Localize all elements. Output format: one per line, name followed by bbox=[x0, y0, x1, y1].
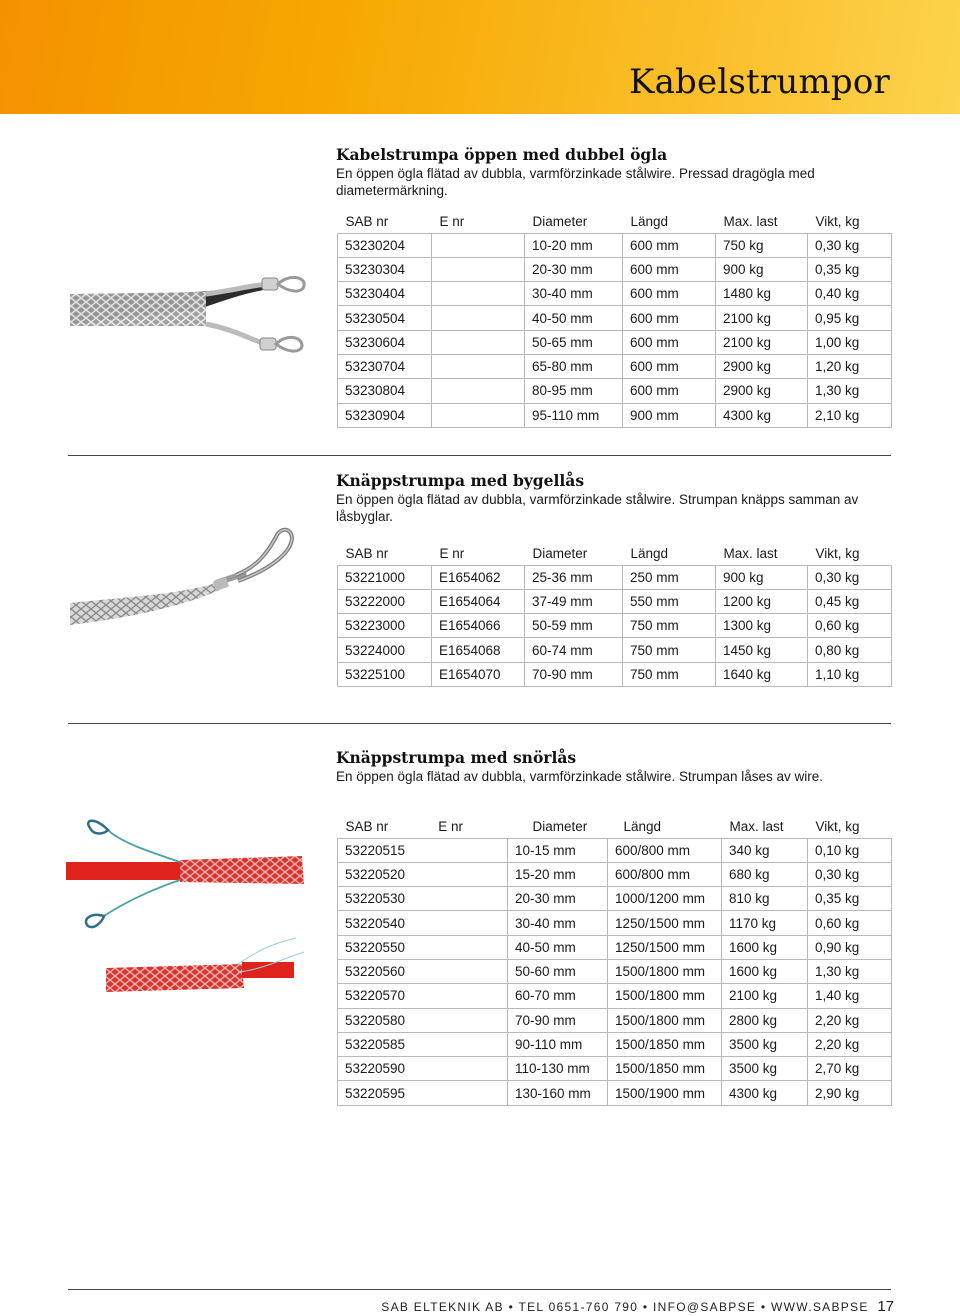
table-cell: E1654062 bbox=[432, 565, 525, 589]
table-cell: 2900 kg bbox=[716, 379, 808, 403]
table-cell: 680 kg bbox=[722, 862, 808, 886]
table-cell: 3500 kg bbox=[722, 1057, 808, 1081]
table-cell: 110-130 mm bbox=[508, 1057, 608, 1081]
column-header bbox=[338, 816, 508, 838]
table-cell: 53223000 bbox=[338, 614, 432, 638]
footer bbox=[381, 1298, 894, 1315]
table-cell: 1200 kg bbox=[716, 589, 808, 613]
table-cell: 53220530 bbox=[338, 887, 508, 911]
table-row bbox=[338, 911, 892, 935]
table-cell: 0,60 kg bbox=[808, 911, 892, 935]
table-cell: 2,70 kg bbox=[808, 1057, 892, 1081]
table-cell: E1654068 bbox=[432, 638, 525, 662]
table-cell: 130-160 mm bbox=[508, 1081, 608, 1105]
table-cell: 1500/1800 mm bbox=[608, 984, 722, 1008]
table-cell: 0,30 kg bbox=[808, 233, 892, 257]
table-cell: 53220585 bbox=[338, 1032, 508, 1056]
table-cell: 53220520 bbox=[338, 862, 508, 886]
section-dubbel-ogla bbox=[336, 146, 892, 199]
table-row bbox=[338, 589, 892, 613]
table-cell: 70-90 mm bbox=[508, 1008, 608, 1032]
table-cell: 1,20 kg bbox=[808, 354, 892, 378]
table-cell: 1,30 kg bbox=[808, 959, 892, 983]
table-cell: 60-74 mm bbox=[525, 638, 623, 662]
table-cell: 25-36 mm bbox=[525, 565, 623, 589]
table-cell: 95-110 mm bbox=[525, 403, 623, 427]
table-cell: 900 kg bbox=[716, 257, 808, 281]
section-description: En öppen ögla flätad av dubbla, varmförzinkade stålwire. Pressad dragögla med diametermärkning. bbox=[336, 166, 815, 198]
table-cell: 340 kg bbox=[722, 838, 808, 862]
footer-separator: • bbox=[642, 1300, 654, 1314]
column-header: Vikt, kg bbox=[815, 546, 860, 562]
table-cell: 0,95 kg bbox=[808, 306, 892, 330]
column-header: Max. last bbox=[723, 546, 778, 562]
table-cell: 53230204 bbox=[338, 233, 432, 257]
column-header: Max. last bbox=[729, 819, 784, 835]
table-cell: 53230704 bbox=[338, 354, 432, 378]
column-header-enr: E nr bbox=[438, 819, 464, 835]
table-row bbox=[338, 306, 892, 330]
table-cell: 80-95 mm bbox=[525, 379, 623, 403]
table-cell: 900 kg bbox=[716, 565, 808, 589]
footer-separator: • bbox=[508, 1300, 519, 1314]
table-cell: 53220595 bbox=[338, 1081, 508, 1105]
table-cell: 10-20 mm bbox=[525, 233, 623, 257]
table-cell: 53220570 bbox=[338, 984, 508, 1008]
table-cell: 53220550 bbox=[338, 935, 508, 959]
table-cell: 1500/1800 mm bbox=[608, 959, 722, 983]
footer-divider bbox=[68, 1289, 891, 1290]
table-cell: 50-59 mm bbox=[525, 614, 623, 638]
table-cell: 37-49 mm bbox=[525, 589, 623, 613]
page-title: Kabelstrumpor bbox=[628, 62, 890, 102]
table-cell: 53222000 bbox=[338, 589, 432, 613]
table-cell: 1480 kg bbox=[716, 282, 808, 306]
column-header: SAB nr bbox=[345, 214, 389, 230]
table-cell: 40-50 mm bbox=[525, 306, 623, 330]
table-cell: 2900 kg bbox=[716, 354, 808, 378]
table-cell: 1250/1500 mm bbox=[608, 911, 722, 935]
column-header: Diameter bbox=[532, 214, 588, 230]
table-cell: 0,35 kg bbox=[808, 257, 892, 281]
table-cell: 1600 kg bbox=[722, 935, 808, 959]
table-cell: 2,20 kg bbox=[808, 1008, 892, 1032]
table-row bbox=[338, 1008, 892, 1032]
table-row bbox=[338, 330, 892, 354]
table-row bbox=[338, 354, 892, 378]
table-row bbox=[338, 1081, 892, 1105]
table-cell: 3500 kg bbox=[722, 1032, 808, 1056]
table-header-row bbox=[338, 211, 892, 233]
table-cell: 0,30 kg bbox=[808, 565, 892, 589]
table-cell: 1,10 kg bbox=[808, 662, 892, 686]
table-cell: 20-30 mm bbox=[508, 887, 608, 911]
section-bygellas bbox=[336, 472, 892, 525]
table-cell: 1450 kg bbox=[716, 638, 808, 662]
table-cell: 0,45 kg bbox=[808, 589, 892, 613]
section-description: En öppen ögla flätad av dubbla, varmförzinkade stålwire. Strumpan knäpps samman av låsbyglar. bbox=[336, 492, 859, 524]
table-row bbox=[338, 838, 892, 862]
table-cell bbox=[432, 257, 525, 281]
table-cell: 600 mm bbox=[623, 257, 716, 281]
table-cell: 1170 kg bbox=[722, 911, 808, 935]
table-cell: 600 mm bbox=[623, 306, 716, 330]
table-cell: 4300 kg bbox=[716, 403, 808, 427]
table-cell: 2100 kg bbox=[722, 984, 808, 1008]
table-cell: 2,90 kg bbox=[808, 1081, 892, 1105]
table-cell: 53230504 bbox=[338, 306, 432, 330]
table-row bbox=[338, 935, 892, 959]
table-cell: 1500/1900 mm bbox=[608, 1081, 722, 1105]
table-cell: 53230604 bbox=[338, 330, 432, 354]
table-row bbox=[338, 984, 892, 1008]
section-snorlas bbox=[336, 749, 892, 785]
table-cell: 53221000 bbox=[338, 565, 432, 589]
spec-table bbox=[337, 211, 892, 428]
table-cell: 1500/1850 mm bbox=[608, 1032, 722, 1056]
table-row bbox=[338, 282, 892, 306]
table-cell: 53220515 bbox=[338, 838, 508, 862]
table-cell: 4300 kg bbox=[722, 1081, 808, 1105]
table-cell: 750 mm bbox=[623, 614, 716, 638]
column-header: Max. last bbox=[723, 214, 778, 230]
table-cell: 1640 kg bbox=[716, 662, 808, 686]
table-cell bbox=[432, 306, 525, 330]
table-cell: 1300 kg bbox=[716, 614, 808, 638]
table-cell: 550 mm bbox=[623, 589, 716, 613]
table-cell: 53220580 bbox=[338, 1008, 508, 1032]
section-divider bbox=[68, 455, 891, 456]
column-header: Vikt, kg bbox=[815, 214, 860, 230]
column-header-sab: SAB nr bbox=[345, 819, 389, 835]
table-cell bbox=[432, 233, 525, 257]
spec-table bbox=[337, 816, 892, 1106]
table-cell: 0,30 kg bbox=[808, 862, 892, 886]
table-cell: 0,80 kg bbox=[808, 638, 892, 662]
table-cell bbox=[432, 354, 525, 378]
table-cell: 53230404 bbox=[338, 282, 432, 306]
table-cell bbox=[432, 282, 525, 306]
table-cell bbox=[432, 403, 525, 427]
table-cell: 1500/1800 mm bbox=[608, 1008, 722, 1032]
table-cell: 600 mm bbox=[623, 233, 716, 257]
table-row bbox=[338, 257, 892, 281]
table-cell: 30-40 mm bbox=[525, 282, 623, 306]
column-header: Diameter bbox=[532, 546, 588, 562]
table-row bbox=[338, 662, 892, 686]
table-cell: 53230904 bbox=[338, 403, 432, 427]
table-cell: 50-65 mm bbox=[525, 330, 623, 354]
table-cell: 600 mm bbox=[623, 354, 716, 378]
table-row bbox=[338, 565, 892, 589]
footer-separator: • bbox=[760, 1300, 771, 1314]
table-cell: 10-15 mm bbox=[508, 838, 608, 862]
table-cell: 70-90 mm bbox=[525, 662, 623, 686]
section-title: Knäppstrumpa med bygellås bbox=[336, 471, 585, 490]
column-header: Längd bbox=[630, 546, 669, 562]
table-cell: 60-70 mm bbox=[508, 984, 608, 1008]
table-cell: 53220540 bbox=[338, 911, 508, 935]
cable-sock-bail-lock-photo bbox=[66, 525, 316, 640]
footer-email[interactable]: INFO@SABPSE bbox=[653, 1300, 757, 1314]
table-cell: 2,20 kg bbox=[808, 1032, 892, 1056]
table-cell: 50-60 mm bbox=[508, 959, 608, 983]
cable-sock-wire-lock-photo bbox=[60, 812, 312, 1008]
column-header: E nr bbox=[439, 214, 465, 230]
table-cell: 90-110 mm bbox=[508, 1032, 608, 1056]
table-cell: 30-40 mm bbox=[508, 911, 608, 935]
column-header: Längd bbox=[623, 819, 662, 835]
table-row bbox=[338, 233, 892, 257]
table-cell: 750 mm bbox=[623, 638, 716, 662]
table-cell: 20-30 mm bbox=[525, 257, 623, 281]
table-cell: 53225100 bbox=[338, 662, 432, 686]
table-cell: 1250/1500 mm bbox=[608, 935, 722, 959]
table-cell: 40-50 mm bbox=[508, 935, 608, 959]
column-header: SAB nr bbox=[345, 546, 389, 562]
table-row bbox=[338, 403, 892, 427]
table-cell: 53224000 bbox=[338, 638, 432, 662]
table-cell: 2100 kg bbox=[716, 306, 808, 330]
table-cell: 1500/1850 mm bbox=[608, 1057, 722, 1081]
table-cell: E1654066 bbox=[432, 614, 525, 638]
section-title: Kabelstrumpa öppen med dubbel ögla bbox=[336, 145, 668, 164]
table-cell: 0,10 kg bbox=[808, 838, 892, 862]
footer-website[interactable]: WWW.SABPSE bbox=[770, 1300, 869, 1314]
table-cell: 2100 kg bbox=[716, 330, 808, 354]
table-cell: 750 mm bbox=[623, 662, 716, 686]
column-header: Längd bbox=[630, 214, 669, 230]
table-cell: 1,30 kg bbox=[808, 379, 892, 403]
table-cell: 0,60 kg bbox=[808, 614, 892, 638]
header-banner bbox=[0, 0, 960, 114]
table-cell: 2800 kg bbox=[722, 1008, 808, 1032]
table-cell: 750 kg bbox=[716, 233, 808, 257]
table-cell bbox=[432, 379, 525, 403]
table-header-row bbox=[338, 816, 892, 838]
table-cell: 53230304 bbox=[338, 257, 432, 281]
table-cell: 1600 kg bbox=[722, 959, 808, 983]
table-cell: 900 mm bbox=[623, 403, 716, 427]
table-cell: 600/800 mm bbox=[608, 838, 722, 862]
table-cell bbox=[432, 330, 525, 354]
footer-company: SAB ELTEKNIK AB bbox=[381, 1300, 504, 1314]
table-cell: 600 mm bbox=[623, 379, 716, 403]
table-cell: 600/800 mm bbox=[608, 862, 722, 886]
section-title: Knäppstrumpa med snörlås bbox=[336, 748, 577, 767]
column-header: Vikt, kg bbox=[815, 819, 860, 835]
table-cell: 15-20 mm bbox=[508, 862, 608, 886]
table-cell: 600 mm bbox=[623, 330, 716, 354]
table-cell: 53220590 bbox=[338, 1057, 508, 1081]
cable-sock-double-loop-photo bbox=[66, 270, 316, 360]
column-header: E nr bbox=[439, 546, 465, 562]
table-header-row bbox=[338, 543, 892, 565]
table-cell: 65-80 mm bbox=[525, 354, 623, 378]
section-description: En öppen ögla flätad av dubbla, varmförzinkade stålwire. Strumpan låses av wire. bbox=[336, 769, 824, 784]
table-cell: 1,40 kg bbox=[808, 984, 892, 1008]
table-cell: 1000/1200 mm bbox=[608, 887, 722, 911]
table-row bbox=[338, 862, 892, 886]
column-header: Diameter bbox=[532, 819, 588, 835]
table-row bbox=[338, 638, 892, 662]
table-cell: 600 mm bbox=[623, 282, 716, 306]
section-divider bbox=[68, 723, 891, 724]
table-cell: 53230804 bbox=[338, 379, 432, 403]
table-cell: 2,10 kg bbox=[808, 403, 892, 427]
table-cell: 1,00 kg bbox=[808, 330, 892, 354]
table-row bbox=[338, 1032, 892, 1056]
footer-phone: TEL 0651-760 790 bbox=[518, 1300, 639, 1314]
table-cell: 0,35 kg bbox=[808, 887, 892, 911]
spec-table bbox=[337, 543, 892, 687]
table-cell: E1654064 bbox=[432, 589, 525, 613]
table-row bbox=[338, 959, 892, 983]
page-number: 17 bbox=[877, 1298, 894, 1315]
table-cell: 0,40 kg bbox=[808, 282, 892, 306]
table-cell: 0,90 kg bbox=[808, 935, 892, 959]
table-cell: 53220560 bbox=[338, 959, 508, 983]
table-row bbox=[338, 614, 892, 638]
table-row bbox=[338, 1057, 892, 1081]
table-cell: 810 kg bbox=[722, 887, 808, 911]
table-cell: E1654070 bbox=[432, 662, 525, 686]
table-cell: 250 mm bbox=[623, 565, 716, 589]
table-row bbox=[338, 379, 892, 403]
table-row bbox=[338, 887, 892, 911]
